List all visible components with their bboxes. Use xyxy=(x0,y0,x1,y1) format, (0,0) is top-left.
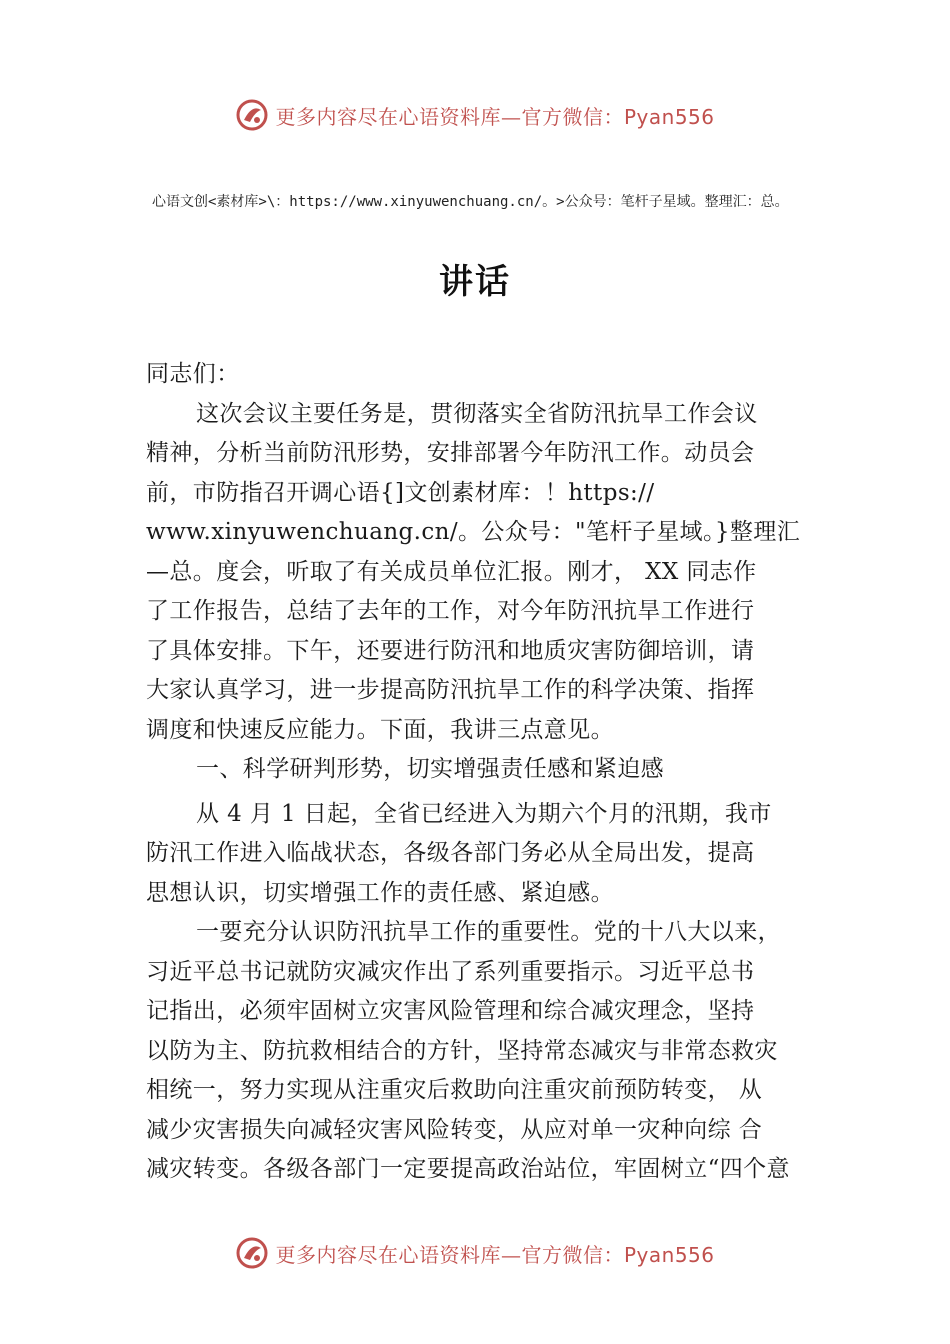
text-line: 从 4 月 1 日起，全省已经进入为期六个月的汛期，我市 xyxy=(196,800,772,827)
section-heading: 一、科学研判形势，切实增强责任感和紧迫感 xyxy=(196,756,664,782)
text-line: 防汛工作进入临战状态，各级各部门务必从全局出发，提高 xyxy=(146,840,755,866)
banner-text: 更多内容尽在心语资料库—官方微信：Pyan556 xyxy=(275,1242,715,1267)
salutation: 同志们： xyxy=(146,361,240,387)
text-line: 调度和快速反应能力。下面，我讲三点意见。 xyxy=(146,716,614,743)
logo-icon xyxy=(235,1236,269,1270)
text-line: 减少灾害损失向减轻灾害风险转变，从应对单一灾种向综 合 xyxy=(146,1116,763,1143)
document-body xyxy=(146,355,836,1190)
header-banner xyxy=(0,95,950,135)
page-title: 讲话 xyxy=(439,262,511,302)
text-line: 精神，分析当前防汛形势，安排部署今年防汛工作。动员会 xyxy=(146,440,755,466)
wechat-id: Pyan556 xyxy=(623,104,715,129)
text-line: 一要充分认识防汛抗旱工作的重要性。党的十八大以来， xyxy=(196,919,781,945)
text-line: 相统一，努力实现从注重灾后救助向注重灾前预防转变， 从 xyxy=(146,1077,763,1103)
text-line: 思想认识，切实增强工作的责任感、紧迫感。 xyxy=(146,879,614,906)
text-line: 记指出，必须牢固树立灾害风险管理和综合减灾理念，坚持 xyxy=(146,998,755,1024)
wechat-id: Pyan556 xyxy=(623,1242,715,1267)
source-line: 心语文创<素材库>\：https://www.xinyuwenchuang.cn/。>公众号：笔杆子星域。整理汇：总。 xyxy=(152,194,789,210)
footer-banner xyxy=(0,1233,950,1273)
text-line: 了具体安排。下午，还要进行防汛和地质灾害防御培训，请 xyxy=(146,637,755,664)
text-line: 这次会议主要任务是，贯彻落实全省防汛抗旱工作会议 xyxy=(196,400,758,427)
text-line: 了工作报告，总结了去年的工作，对今年防汛抗旱工作进行 xyxy=(146,598,755,624)
text-line: 前，市防指召开调心语{]文创素材库：！https:// xyxy=(146,479,655,506)
text-line: www.xinyuwenchuang.cn/。公众号："笔杆子星域。}整理汇 xyxy=(146,519,801,545)
text-line: 以防为主、防抗救相结合的方针，坚持常态减灾与非常态救灾 xyxy=(146,1037,778,1064)
banner-text: 更多内容尽在心语资料库—官方微信：Pyan556 xyxy=(275,104,715,129)
text-line: 大家认真学习，进一步提高防汛抗旱工作的科学决策、指挥 xyxy=(146,677,755,703)
text-line: 减灾转变。各级各部门一定要提高政治站位，牢固树立“四个意 xyxy=(146,1156,790,1182)
text-line: —总。度会，听取了有关成员单位汇报。刚才， XX 同志作 xyxy=(146,558,757,585)
logo-icon xyxy=(235,98,269,132)
text-line: 习近平总书记就防灾减灾作出了系列重要指示。习近平总书 xyxy=(146,958,755,985)
